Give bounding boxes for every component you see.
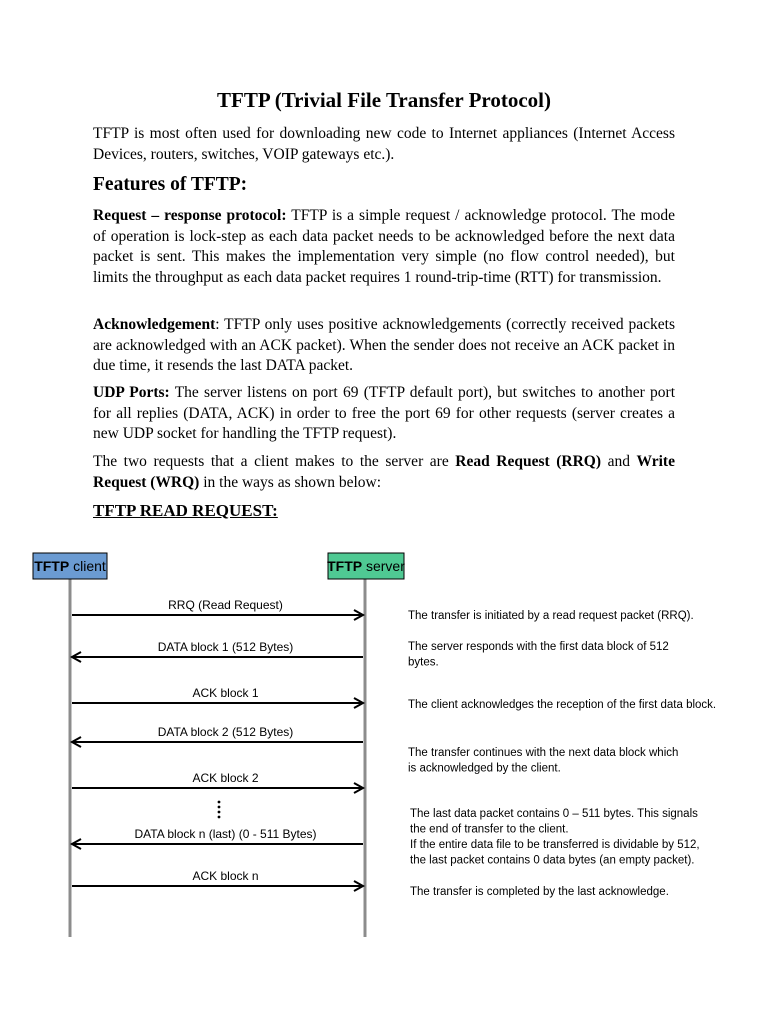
message-arrow [72, 686, 363, 708]
message-label: DATA block 2 (512 Bytes) [157, 725, 294, 739]
message-label: RRQ (Read Request) [168, 598, 283, 612]
message-label: DATA block 1 (512 Bytes) [157, 640, 294, 654]
message-label: ACK block 2 [192, 771, 259, 785]
note-line: The transfer is completed by the last acknowledge. [410, 886, 669, 898]
message-label: ACK block 1 [192, 686, 259, 700]
note-text [408, 747, 678, 775]
feature-term: Request – response protocol: [93, 207, 287, 224]
feature-text: TFTP is a simple request / acknowledge protocol. The mode of operation is lock-step as each data packet needs to be acknowledged before the next data packet is sent. This makes the implementation very simple (no flow control needed), but limits the throughput as each data packet requires 1 round-trip-time (RTT) for transmission. [93, 207, 675, 286]
note-line: bytes. [408, 656, 439, 669]
note-line: The last data packet contains 0 – 511 bytes. This signals [410, 808, 698, 820]
features-heading: Features of TFTP: [93, 174, 248, 195]
requests-text-before: The two requests that a client makes to the server are [93, 453, 456, 470]
feature-text: The server listens on port 69 (TFTP default port), but switches to another port for all replies (DATA, ACK) in order to free the port 69 for other requests (server creates a new UDP socket for handling the TFTP request). [93, 384, 676, 442]
server-label-rest: server [362, 558, 405, 574]
client-label-bold: TFTP [34, 558, 70, 574]
note-text [408, 610, 694, 622]
note-line: The transfer is initiated by a read request packet (RRQ). [408, 610, 694, 622]
note-line: The client acknowledges the reception of the first data block. [408, 699, 717, 711]
message-arrow [72, 598, 363, 620]
requests-text-middle: and [601, 453, 637, 470]
message-label: DATA block n (last) (0 - 511 Bytes) [134, 827, 317, 841]
intro-paragraph: TFTP is most often used for downloading new code to Internet appliances (Internet Access Devices, routers, switches, VOIP gateways etc.). [93, 125, 675, 163]
server-label-bold: TFTP [327, 558, 363, 574]
note-text [408, 699, 716, 711]
note-line: the end of transfer to the client. [410, 823, 569, 836]
message-arrow [72, 827, 363, 849]
message-arrow [72, 640, 363, 662]
note-line: The server responds with the first data block of 512 [408, 641, 669, 653]
server-label [327, 558, 405, 574]
message-arrow [72, 771, 363, 793]
message-label: ACK block n [192, 869, 259, 883]
feature-text: : TFTP only uses positive acknowledgements (correctly received packets are acknowledged with an ACK packet). When the sender does not receive an ACK packet in due time, it resends the last DATA packet. [93, 316, 675, 374]
note-line: The transfer continues with the next data block which [408, 747, 679, 759]
note-line: is acknowledged by the client. [408, 762, 561, 775]
note-line: the last packet contains 0 data bytes (an empty packet). [410, 854, 695, 867]
message-arrow [72, 725, 363, 747]
note-text [410, 886, 669, 898]
feature-term: UDP Ports: [93, 384, 170, 401]
message-arrow [72, 869, 363, 891]
wrq-term: Write Request (WRQ) [93, 453, 675, 491]
note-line: If the entire data file to be transferred is dividable by 512, [410, 839, 700, 851]
feature-term: Acknowledgement [93, 316, 216, 333]
client-label-rest: client [69, 558, 106, 574]
rrq-term: Read Request (RRQ) [455, 453, 602, 470]
note-text [408, 641, 669, 669]
continuation-dots [218, 801, 221, 819]
note-text [410, 808, 700, 867]
requests-text-after: in the ways as shown below: [199, 473, 382, 491]
client-label [34, 558, 106, 574]
page-title: TFTP (Trivial File Transfer Protocol) [216, 88, 551, 112]
read-request-heading: TFTP READ REQUEST: [93, 501, 278, 520]
